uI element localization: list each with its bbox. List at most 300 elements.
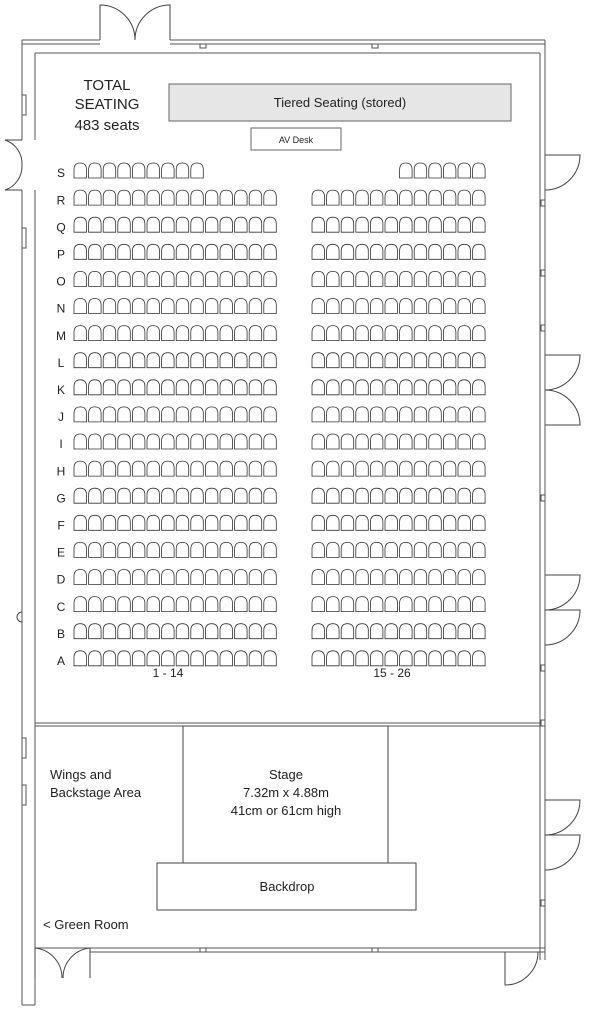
seat-b-left	[147, 624, 160, 639]
seat-s-right	[429, 163, 442, 178]
seat-q-left	[205, 217, 218, 232]
seat-d-right	[458, 570, 471, 585]
seat-n-right	[385, 299, 398, 314]
seat-h-right	[385, 461, 398, 476]
seat-c-left	[147, 597, 160, 612]
seat-n-left	[220, 299, 233, 314]
seat-a-right	[473, 651, 486, 666]
seat-b-left	[205, 624, 218, 639]
seat-n-right	[341, 299, 354, 314]
seat-q-right	[370, 217, 383, 232]
seat-i-left	[147, 434, 160, 449]
seat-p-left	[162, 244, 175, 259]
seat-p-left	[191, 244, 204, 259]
seat-m-right	[429, 326, 442, 341]
seat-q-left	[118, 217, 131, 232]
seat-f-left	[249, 515, 262, 530]
seat-i-left	[118, 434, 131, 449]
seat-a-left	[220, 651, 233, 666]
seat-j-left	[118, 407, 131, 422]
seat-h-right	[458, 461, 471, 476]
seat-f-left	[235, 515, 248, 530]
row-label-m: M	[56, 328, 66, 343]
seat-j-right	[414, 407, 427, 422]
seat-d-right	[385, 570, 398, 585]
seat-j-right	[429, 407, 442, 422]
seat-r-left	[235, 190, 248, 205]
seat-g-right	[414, 488, 427, 503]
seat-p-right	[327, 244, 340, 259]
seat-j-left	[89, 407, 102, 422]
seat-f-left	[191, 515, 204, 530]
seat-h-left	[118, 461, 131, 476]
seat-o-left	[220, 271, 233, 286]
seat-o-right	[400, 271, 413, 286]
seat-q-left	[264, 217, 277, 232]
seat-n-left	[89, 299, 102, 314]
seat-b-right	[414, 624, 427, 639]
seat-p-left	[118, 244, 131, 259]
seat-a-right	[429, 651, 442, 666]
green-room-label: < Green Room	[43, 917, 129, 932]
seat-i-right	[429, 434, 442, 449]
seat-k-right	[443, 380, 456, 395]
seat-s-right	[400, 163, 413, 178]
seat-m-left	[89, 326, 102, 341]
seat-q-right	[473, 217, 486, 232]
seat-p-right	[356, 244, 369, 259]
seat-f-left	[118, 515, 131, 530]
seat-l-left	[235, 353, 248, 368]
seat-l-right	[385, 353, 398, 368]
seat-a-left	[176, 651, 189, 666]
seat-r-left	[176, 190, 189, 205]
seat-f-left	[220, 515, 233, 530]
seat-i-left	[176, 434, 189, 449]
seat-c-left	[176, 597, 189, 612]
row-label-s: S	[56, 166, 66, 181]
seat-a-left	[264, 651, 277, 666]
seat-n-right	[370, 299, 383, 314]
seat-c-left	[205, 597, 218, 612]
seat-r-right	[400, 190, 413, 205]
seat-d-left	[74, 570, 87, 585]
seat-f-right	[341, 515, 354, 530]
seat-f-right	[414, 515, 427, 530]
seat-c-right	[400, 597, 413, 612]
stage-size: 7.32m x 4.88m	[243, 785, 329, 800]
seat-i-right	[458, 434, 471, 449]
seat-b-left	[118, 624, 131, 639]
seat-k-left	[89, 380, 102, 395]
seat-e-right	[327, 542, 340, 557]
seat-c-left	[103, 597, 116, 612]
seat-q-right	[443, 217, 456, 232]
seat-e-left	[220, 542, 233, 557]
seat-n-left	[235, 299, 248, 314]
seat-c-left	[220, 597, 233, 612]
stage-title: Stage	[269, 767, 303, 782]
seat-n-right	[443, 299, 456, 314]
seat-d-right	[429, 570, 442, 585]
seat-g-left	[118, 488, 131, 503]
seat-q-left	[249, 217, 262, 232]
seat-p-left	[89, 244, 102, 259]
seat-k-left	[205, 380, 218, 395]
seat-m-left	[103, 326, 116, 341]
seat-j-left	[74, 407, 87, 422]
seat-h-left	[205, 461, 218, 476]
seat-r-right	[356, 190, 369, 205]
seat-c-left	[162, 597, 175, 612]
seat-l-right	[370, 353, 383, 368]
seat-h-left	[264, 461, 277, 476]
seat-m-right	[414, 326, 427, 341]
seat-n-left	[118, 299, 131, 314]
seat-b-left	[220, 624, 233, 639]
seat-d-right	[473, 570, 486, 585]
seat-q-left	[132, 217, 145, 232]
seat-l-left	[103, 353, 116, 368]
seat-e-left	[103, 542, 116, 557]
seat-d-left	[205, 570, 218, 585]
seat-e-right	[414, 542, 427, 557]
seat-j-right	[473, 407, 486, 422]
seat-b-left	[249, 624, 262, 639]
seat-h-left	[191, 461, 204, 476]
seat-m-right	[341, 326, 354, 341]
seat-l-left	[220, 353, 233, 368]
seat-h-left	[103, 461, 116, 476]
seat-p-right	[312, 244, 325, 259]
seat-p-right	[385, 244, 398, 259]
seat-j-left	[162, 407, 175, 422]
seat-l-right	[429, 353, 442, 368]
seat-a-right	[443, 651, 456, 666]
seat-l-left	[176, 353, 189, 368]
seat-n-right	[327, 299, 340, 314]
seat-o-left	[205, 271, 218, 286]
seat-r-left	[205, 190, 218, 205]
seat-m-left	[118, 326, 131, 341]
seat-o-right	[327, 271, 340, 286]
seat-f-left	[162, 515, 175, 530]
seat-p-left	[74, 244, 87, 259]
seat-f-right	[400, 515, 413, 530]
seat-d-left	[147, 570, 160, 585]
seat-j-right	[341, 407, 354, 422]
seat-h-right	[414, 461, 427, 476]
seat-i-left	[132, 434, 145, 449]
seat-n-left	[132, 299, 145, 314]
seat-f-right	[473, 515, 486, 530]
seat-l-left	[89, 353, 102, 368]
seat-g-left	[89, 488, 102, 503]
seat-q-right	[341, 217, 354, 232]
seat-e-left	[264, 542, 277, 557]
seat-b-right	[370, 624, 383, 639]
seat-p-left	[147, 244, 160, 259]
row-label-f: F	[57, 518, 65, 533]
total-seating-line1: TOTAL	[83, 77, 131, 94]
seat-j-left	[176, 407, 189, 422]
seat-c-right	[356, 597, 369, 612]
seat-k-right	[312, 380, 325, 395]
seat-g-right	[443, 488, 456, 503]
seat-e-left	[249, 542, 262, 557]
seat-n-right	[429, 299, 442, 314]
seat-b-left	[176, 624, 189, 639]
seat-g-left	[249, 488, 262, 503]
seat-c-right	[414, 597, 427, 612]
seat-i-right	[414, 434, 427, 449]
seat-a-right	[458, 651, 471, 666]
seat-l-right	[327, 353, 340, 368]
seat-q-left	[220, 217, 233, 232]
total-seating-line2: SEATING	[74, 96, 140, 113]
seat-p-left	[220, 244, 233, 259]
seat-d-left	[89, 570, 102, 585]
seat-h-left	[147, 461, 160, 476]
seat-h-right	[473, 461, 486, 476]
seat-g-left	[235, 488, 248, 503]
seat-n-left	[176, 299, 189, 314]
seat-q-right	[327, 217, 340, 232]
row-label-a: A	[56, 653, 66, 668]
seat-h-right	[443, 461, 456, 476]
seat-b-right	[312, 624, 325, 639]
seat-h-left	[89, 461, 102, 476]
seat-a-right	[400, 651, 413, 666]
seat-a-left	[162, 651, 175, 666]
row-label-e: E	[56, 545, 66, 560]
seat-g-right	[473, 488, 486, 503]
seat-c-right	[370, 597, 383, 612]
seat-j-right	[458, 407, 471, 422]
seat-c-left	[89, 597, 102, 612]
seat-i-right	[312, 434, 325, 449]
seat-q-right	[429, 217, 442, 232]
seat-e-right	[429, 542, 442, 557]
seat-k-left	[103, 380, 116, 395]
seat-k-left	[132, 380, 145, 395]
seat-i-left	[249, 434, 262, 449]
seat-g-left	[103, 488, 116, 503]
wings-label-line2: Backstage Area	[50, 785, 142, 800]
seat-l-right	[356, 353, 369, 368]
seat-q-right	[458, 217, 471, 232]
seat-o-right	[458, 271, 471, 286]
seat-l-right	[400, 353, 413, 368]
seat-b-right	[327, 624, 340, 639]
seat-p-right	[400, 244, 413, 259]
seat-d-right	[443, 570, 456, 585]
seat-k-left	[264, 380, 277, 395]
seat-p-right	[458, 244, 471, 259]
seat-j-left	[249, 407, 262, 422]
seat-d-left	[176, 570, 189, 585]
seat-j-right	[327, 407, 340, 422]
seat-h-right	[341, 461, 354, 476]
seat-o-right	[443, 271, 456, 286]
seat-j-left	[103, 407, 116, 422]
seat-p-right	[370, 244, 383, 259]
seat-b-right	[443, 624, 456, 639]
row-label-g: G	[56, 491, 66, 506]
seat-g-left	[205, 488, 218, 503]
seat-s-left	[103, 163, 116, 178]
seat-m-left	[235, 326, 248, 341]
seat-l-right	[458, 353, 471, 368]
seat-q-left	[176, 217, 189, 232]
seat-b-right	[356, 624, 369, 639]
seat-f-left	[132, 515, 145, 530]
seat-i-left	[264, 434, 277, 449]
seat-e-right	[356, 542, 369, 557]
seat-f-left	[74, 515, 87, 530]
seat-r-left	[264, 190, 277, 205]
seat-d-left	[162, 570, 175, 585]
seat-i-left	[220, 434, 233, 449]
seat-m-left	[176, 326, 189, 341]
seat-r-right	[429, 190, 442, 205]
seat-m-left	[74, 326, 87, 341]
seat-l-left	[162, 353, 175, 368]
seat-k-left	[235, 380, 248, 395]
seat-a-left	[249, 651, 262, 666]
seat-c-left	[264, 597, 277, 612]
seat-s-right	[414, 163, 427, 178]
seat-q-right	[312, 217, 325, 232]
seat-a-right	[370, 651, 383, 666]
seat-n-right	[414, 299, 427, 314]
seat-q-right	[414, 217, 427, 232]
seat-e-left	[147, 542, 160, 557]
seat-e-right	[370, 542, 383, 557]
seat-a-left	[103, 651, 116, 666]
seat-p-left	[103, 244, 116, 259]
seat-h-right	[370, 461, 383, 476]
seat-p-right	[341, 244, 354, 259]
seat-i-left	[205, 434, 218, 449]
seat-i-left	[89, 434, 102, 449]
seat-m-right	[312, 326, 325, 341]
seat-n-right	[356, 299, 369, 314]
seat-b-left	[89, 624, 102, 639]
stage-height: 41cm or 61cm high	[230, 803, 342, 818]
seat-g-left	[264, 488, 277, 503]
seat-a-left	[74, 651, 87, 666]
seat-p-left	[176, 244, 189, 259]
seat-e-right	[400, 542, 413, 557]
seat-p-left	[205, 244, 218, 259]
seat-h-left	[220, 461, 233, 476]
seat-p-left	[264, 244, 277, 259]
seat-d-right	[341, 570, 354, 585]
seat-n-right	[458, 299, 471, 314]
seat-s-left	[89, 163, 102, 178]
wings-label-line1: Wings and	[50, 767, 112, 782]
seat-b-left	[162, 624, 175, 639]
seat-q-left	[74, 217, 87, 232]
seat-f-right	[385, 515, 398, 530]
seat-g-left	[132, 488, 145, 503]
seat-a-left	[89, 651, 102, 666]
seat-e-left	[235, 542, 248, 557]
seat-b-right	[400, 624, 413, 639]
seat-d-right	[370, 570, 383, 585]
seat-f-left	[264, 515, 277, 530]
seat-h-left	[235, 461, 248, 476]
seat-l-left	[205, 353, 218, 368]
seat-k-left	[249, 380, 262, 395]
seat-a-left	[147, 651, 160, 666]
seat-k-right	[414, 380, 427, 395]
seat-r-right	[458, 190, 471, 205]
seat-m-left	[220, 326, 233, 341]
seat-f-left	[103, 515, 116, 530]
seat-g-right	[429, 488, 442, 503]
seat-m-left	[264, 326, 277, 341]
seat-c-left	[74, 597, 87, 612]
seat-d-right	[400, 570, 413, 585]
seat-q-left	[235, 217, 248, 232]
seat-j-right	[443, 407, 456, 422]
seat-i-right	[443, 434, 456, 449]
seat-n-left	[74, 299, 87, 314]
seat-h-right	[327, 461, 340, 476]
seat-e-left	[89, 542, 102, 557]
seat-f-left	[176, 515, 189, 530]
seat-l-right	[473, 353, 486, 368]
seat-i-left	[235, 434, 248, 449]
seat-p-right	[414, 244, 427, 259]
seat-r-left	[249, 190, 262, 205]
seat-j-left	[191, 407, 204, 422]
seat-r-right	[327, 190, 340, 205]
seat-d-left	[264, 570, 277, 585]
seat-n-right	[473, 299, 486, 314]
seat-q-left	[191, 217, 204, 232]
seat-a-right	[312, 651, 325, 666]
seat-e-left	[132, 542, 145, 557]
seat-b-left	[103, 624, 116, 639]
av-desk-label: AV Desk	[278, 135, 314, 145]
seat-o-left	[132, 271, 145, 286]
seat-o-left	[235, 271, 248, 286]
seat-b-left	[191, 624, 204, 639]
seat-g-right	[356, 488, 369, 503]
seat-g-right	[370, 488, 383, 503]
seat-r-left	[89, 190, 102, 205]
row-label-h: H	[56, 464, 66, 479]
seat-e-right	[443, 542, 456, 557]
seat-k-right	[385, 380, 398, 395]
seat-a-right	[327, 651, 340, 666]
seat-m-right	[385, 326, 398, 341]
seat-k-left	[191, 380, 204, 395]
seat-d-left	[132, 570, 145, 585]
seat-d-right	[327, 570, 340, 585]
seat-q-right	[400, 217, 413, 232]
seat-r-right	[312, 190, 325, 205]
row-label-j: J	[58, 410, 64, 425]
seat-d-left	[235, 570, 248, 585]
seat-g-left	[74, 488, 87, 503]
seat-m-left	[132, 326, 145, 341]
seat-c-right	[327, 597, 340, 612]
seat-o-right	[385, 271, 398, 286]
